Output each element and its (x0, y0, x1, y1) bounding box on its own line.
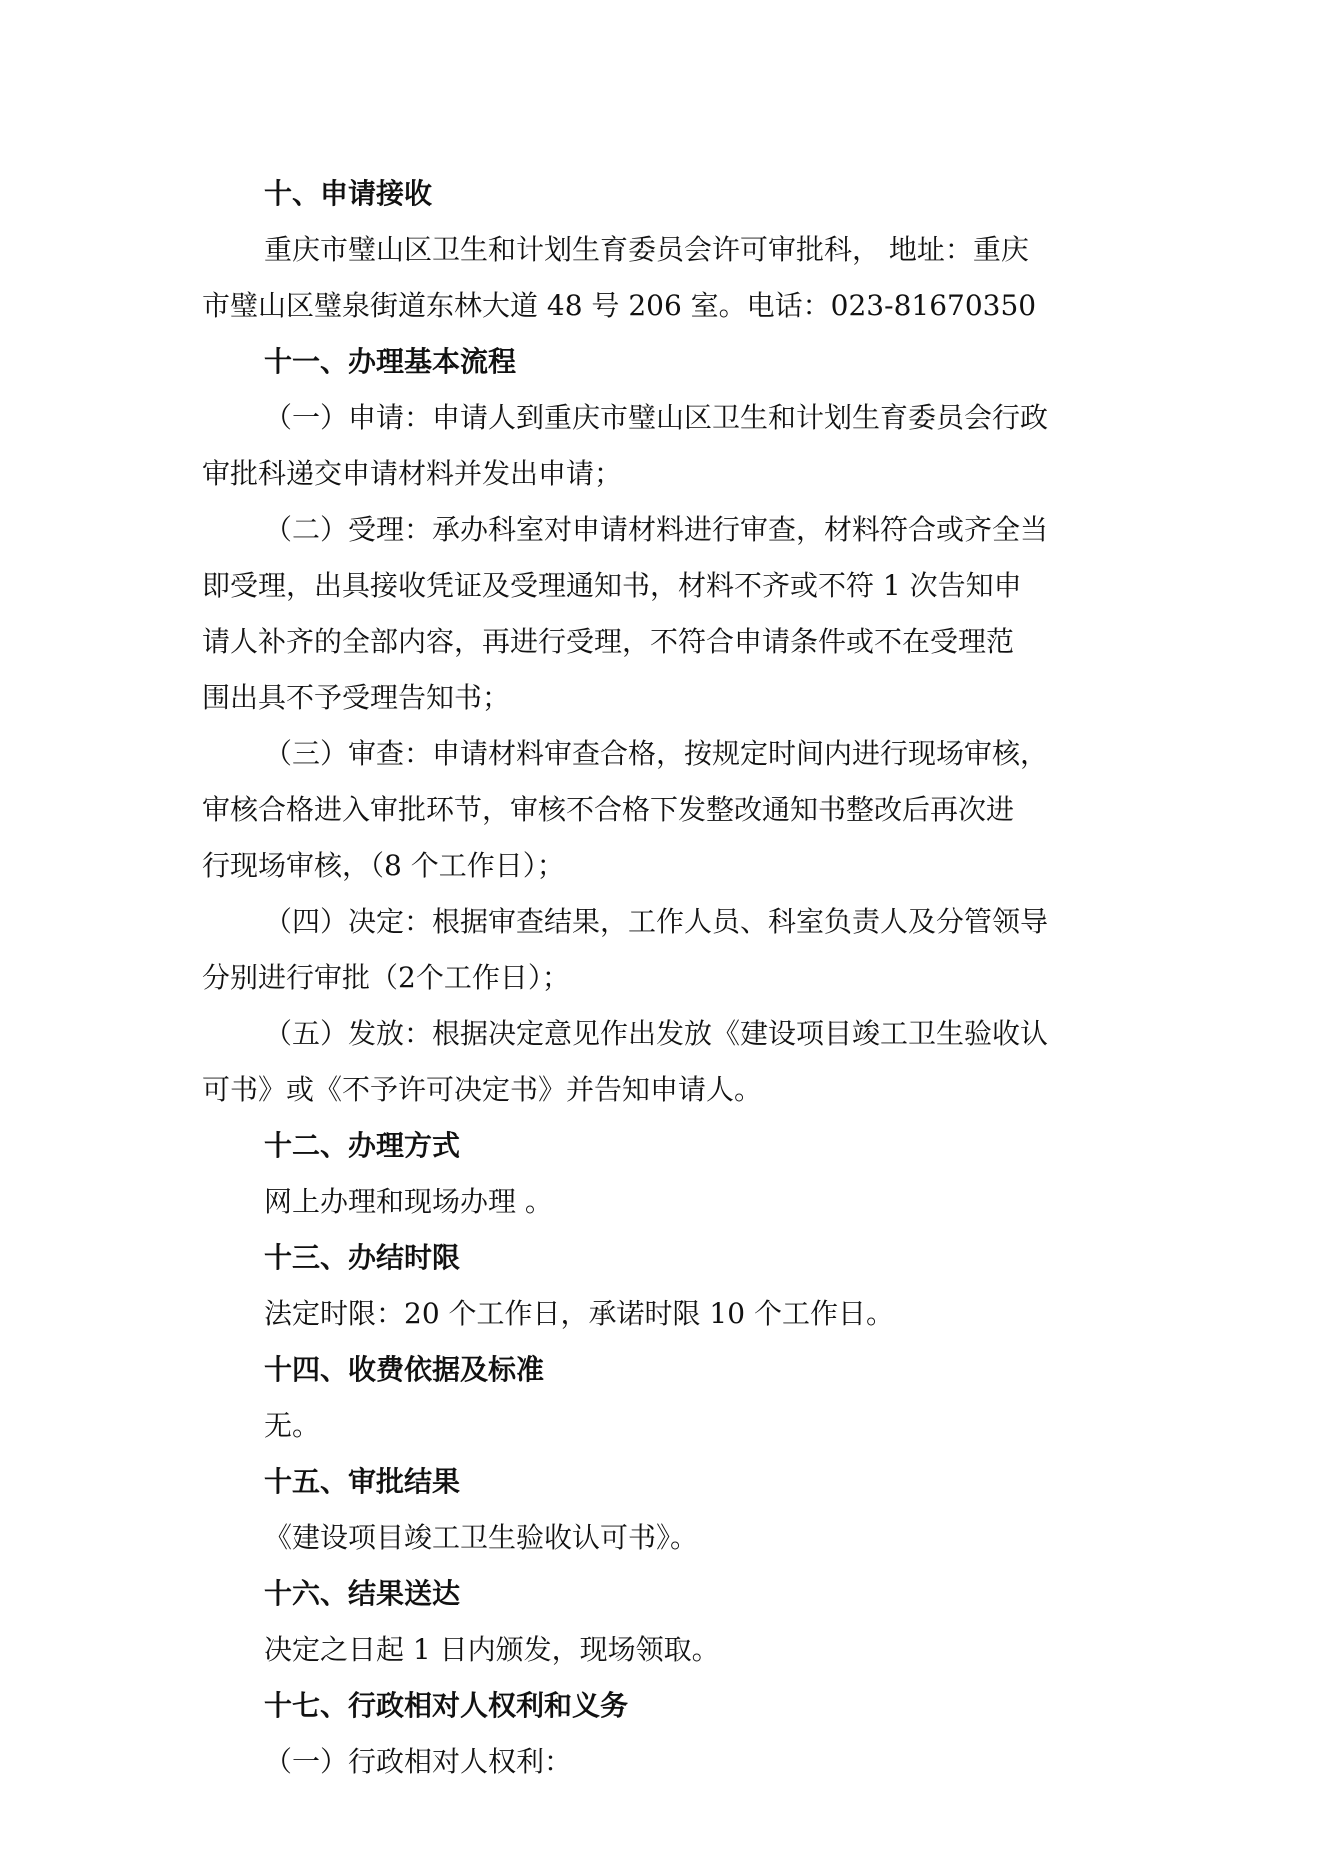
section-15-text: 《建设项目竣工卫生验收认可书》。 (264, 1521, 699, 1554)
step-5-line-1: （五）发放：根据决定意见作出发放《建设项目竣工卫生验收认 (264, 1017, 1049, 1050)
step-1-line-1: （一）申请：申请人到重庆市璧山区卫生和计划生育委员会行政 (264, 401, 1049, 434)
step-3-line-3: 行现场审核，（8 个工作日）； (202, 849, 565, 882)
section-heading-10: 十、申请接收 (264, 177, 433, 210)
section-heading-11: 十一、办理基本流程 (264, 345, 517, 378)
section-13-text: 法定时限：20 个工作日，承诺时限 10 个工作日。 (264, 1297, 894, 1330)
section-10-line-2: 市璧山区璧泉街道东林大道 48 号 206 室。电话：023-81670350 (202, 289, 1037, 322)
step-2-line-2: 即受理，出具接收凭证及受理通知书，材料不齐或不符 1 次告知申 (202, 569, 1022, 602)
section-12-text: 网上办理和现场办理 。 (264, 1185, 553, 1218)
section-heading-16: 十六、结果送达 (264, 1577, 461, 1610)
section-heading-13: 十三、办结时限 (264, 1241, 461, 1274)
section-heading-17: 十七、行政相对人权利和义务 (264, 1689, 629, 1722)
section-14-text: 无。 (264, 1409, 321, 1442)
step-2-line-4: 围出具不予受理告知书； (202, 681, 511, 714)
step-5-line-2: 可书》或《不予许可决定书》并告知申请人。 (202, 1073, 763, 1106)
section-10-line-1: 重庆市璧山区卫生和计划生育委员会许可审批科， 地址：重庆 (264, 233, 1029, 266)
section-heading-15: 十五、审批结果 (264, 1465, 461, 1498)
step-3-line-2: 审核合格进入审批环节，审核不合格下发整改通知书整改后再次进 (202, 793, 1015, 826)
step-2-line-1: （二）受理：承办科室对申请材料进行审查，材料符合或齐全当 (264, 513, 1049, 546)
section-16-text: 决定之日起 1 日内颁发，现场领取。 (264, 1633, 720, 1666)
step-3-line-1: （三）审查：申请材料审查合格，按规定时间内进行现场审核， (264, 737, 1049, 770)
section-heading-14: 十四、收费依据及标准 (264, 1353, 545, 1386)
step-4-line-1: （四）决定：根据审查结果，工作人员、科室负责人及分管领导 (264, 905, 1049, 938)
document-body (202, 166, 1132, 1790)
step-1-line-2: 审批科递交申请材料并发出申请； (202, 457, 623, 490)
step-4-line-2: 分别进行审批（2个工作日）； (202, 961, 570, 994)
section-heading-12: 十二、办理方式 (264, 1129, 461, 1162)
section-17-text: （一）行政相对人权利： (264, 1745, 573, 1778)
step-2-line-3: 请人补齐的全部内容，再进行受理，不符合申请条件或不在受理范 (202, 625, 1015, 658)
